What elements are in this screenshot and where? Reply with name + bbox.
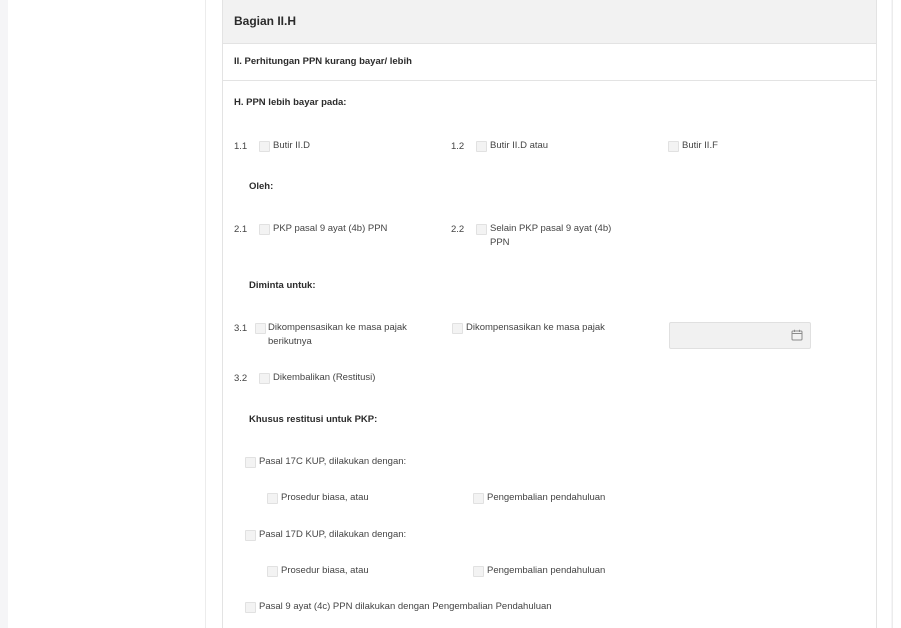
label-selain-pkp-line1: Selain PKP pasal 9 ayat (4b): [490, 223, 612, 234]
label-pasal-17c: Pasal 17C KUP, dilakukan dengan:: [259, 456, 407, 467]
khusus-heading: Khusus restitusi untuk PKP:: [249, 414, 378, 425]
label-17d-prosedur-biasa: Prosedur biasa, atau: [281, 565, 369, 576]
oleh-heading: Oleh:: [249, 181, 274, 192]
checkbox-pasal-17c[interactable]: [245, 457, 256, 468]
section-card: [222, 0, 877, 628]
label-17c-pengembalian: Pengembalian pendahuluan: [487, 492, 606, 503]
checkbox-pasal-17d[interactable]: [245, 530, 256, 541]
label-17d-pengembalian: Pengembalian pendahuluan: [487, 565, 606, 576]
label-butir-iid-atau: Butir II.D atau: [490, 140, 549, 151]
label-kompensasi-line1: Dikompensasikan ke masa pajak: [268, 322, 407, 333]
checkbox-17c-pengembalian[interactable]: [473, 493, 484, 504]
checkbox-butir-iif[interactable]: [668, 141, 679, 152]
h-heading: H. PPN lebih bayar pada:: [234, 97, 347, 108]
section-title: Bagian II.H: [234, 14, 297, 28]
item-number-2-1: 2.1: [234, 224, 248, 235]
label-selain-pkp-line2: PPN: [490, 237, 510, 248]
left-panel: [8, 0, 206, 628]
checkbox-kompensasi-masa[interactable]: [452, 323, 463, 334]
section-subtitle: II. Perhitungan PPN kurang bayar/ lebih: [234, 56, 412, 67]
label-pkp-pasal-9: PKP pasal 9 ayat (4b) PPN: [273, 223, 388, 234]
checkbox-17c-prosedur-biasa[interactable]: [267, 493, 278, 504]
main-content: [206, 0, 891, 628]
label-pasal-9-4c: Pasal 9 ayat (4c) PPN dilakukan dengan Pengembalian Pendahuluan: [259, 601, 552, 612]
item-number-3-1: 3.1: [234, 323, 248, 334]
checkbox-butir-iid-atau[interactable]: [476, 141, 487, 152]
section-subheader: [223, 44, 876, 81]
right-panel: [892, 0, 901, 628]
label-pasal-17d: Pasal 17D KUP, dilakukan dengan:: [259, 529, 407, 540]
label-kompensasi-masa: Dikompensasikan ke masa pajak: [466, 322, 605, 333]
label-butir-iid: Butir II.D: [273, 140, 310, 151]
checkbox-kompensasi-berikutnya[interactable]: [255, 323, 266, 334]
item-number-2-2: 2.2: [451, 224, 465, 235]
item-number-1-2: 1.2: [451, 141, 465, 152]
checkbox-restitusi[interactable]: [259, 373, 270, 384]
section-header: [223, 0, 876, 44]
label-17c-prosedur-biasa: Prosedur biasa, atau: [281, 492, 369, 503]
item-number-3-2: 3.2: [234, 373, 248, 384]
checkbox-17d-pengembalian[interactable]: [473, 566, 484, 577]
diminta-heading: Diminta untuk:: [249, 280, 316, 291]
label-restitusi: Dikembalikan (Restitusi): [273, 372, 376, 383]
calendar-icon[interactable]: [791, 329, 803, 341]
checkbox-17d-prosedur-biasa[interactable]: [267, 566, 278, 577]
label-kompensasi-line2: berikutnya: [268, 336, 312, 347]
masa-pajak-date-input[interactable]: [669, 322, 811, 349]
checkbox-butir-iid[interactable]: [259, 141, 270, 152]
checkbox-selain-pkp[interactable]: [476, 224, 487, 235]
checkbox-pkp-pasal-9[interactable]: [259, 224, 270, 235]
item-number-1-1: 1.1: [234, 141, 248, 152]
checkbox-pasal-9-4c[interactable]: [245, 602, 256, 613]
label-butir-iif: Butir II.F: [682, 140, 718, 151]
